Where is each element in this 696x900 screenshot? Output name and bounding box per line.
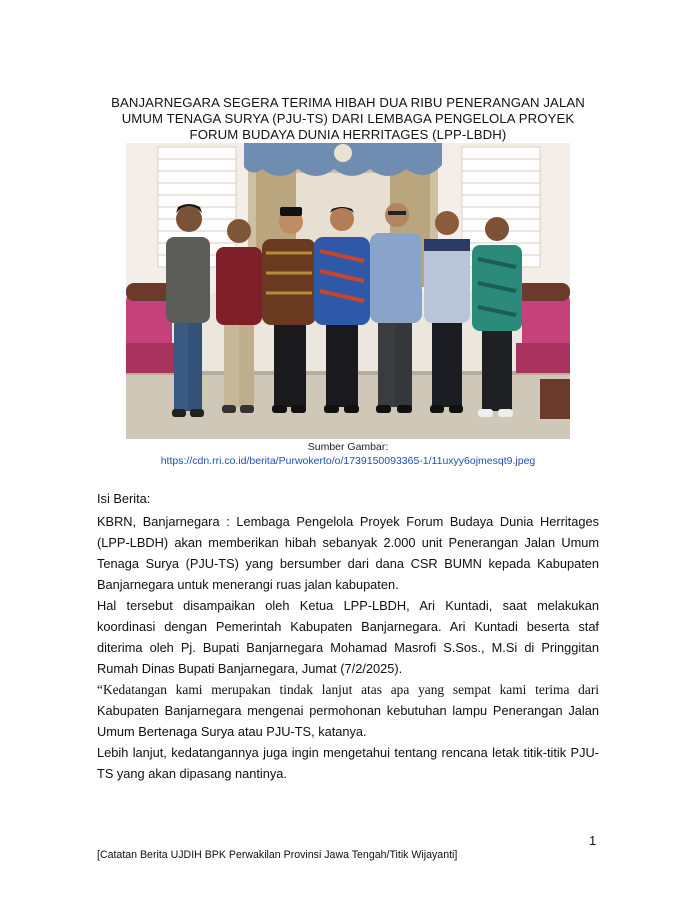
paragraph-3 xyxy=(97,679,599,742)
caption-label: Sumber Gambar: xyxy=(307,441,389,453)
paragraph-1: KBRN, Banjarnegara : Lembaga Pengelola Proyek Forum Budaya Dunia Herritages (LPP-LBDH) akan memberikan hibah sebanyak 2.000 unit Penerangan Jalan Umum Tenaga Surya (PJU-TS) yang bersumber dari dana CSR BUMN kepada Kabupaten Banjarnegara untuk menerangi ruas jalan kabupaten. xyxy=(97,514,599,592)
section-label: Isi Berita: xyxy=(97,491,151,506)
document-title xyxy=(88,95,608,143)
paragraph-4: Lebih lanjut, kedatangannya juga ingin mengetahui tentang rencana letak titik-titik PJU-TS yang akan dipasang nantinya. xyxy=(97,745,599,781)
group-photo-illustration xyxy=(126,143,570,439)
article-body xyxy=(97,488,599,784)
quote-opening: “Kedatangan kami merupakan tindak lanjut atas apa yang sempat kami terima dari xyxy=(97,682,599,697)
title-line-1: BANJARNEGARA SEGERA TERIMA HIBAH DUA RIBU PENERANGAN JALAN xyxy=(111,95,585,110)
caption-source-link[interactable]: https://cdn.rri.co.id/berita/Purwokerto/o/1739150093365-1/11uxyy6ojmesqt9.jpeg xyxy=(160,455,536,467)
page-number: 1 xyxy=(589,833,597,848)
title-line-2: UMUM TENAGA SURYA (PJU-TS) DARI LEMBAGA PENGELOLA PROYEK xyxy=(121,111,575,126)
news-photo xyxy=(126,143,570,439)
page-footer: [Catatan Berita UJDIH BPK Perwakilan Provinsi Jawa Tengah/Titik Wijayanti] xyxy=(97,849,458,861)
paragraph-2: Hal tersebut disampaikan oleh Ketua LPP-LBDH, Ari Kuntadi, saat melakukan koordinasi dengan Pemerintah Kabupaten Banjarnegara. Ari Kuntadi beserta staf diterima oleh Pj. Bupati Banjarnegara Mohamad Masrofi S.Sos., M.Si di Pringgitan Rumah Dinas Bupati Banjarnegara, Jumat (7/2/2025). xyxy=(97,598,599,676)
image-caption xyxy=(126,440,570,468)
quote-rest: Kabupaten Banjarnegara mengenai permohonan kebutuhan lampu Penerangan Jalan Umum Bertenaga Surya atau PJU-TS, katanya. xyxy=(97,703,599,739)
title-line-3: FORUM BUDAYA DUNIA HERRITAGES (LPP-LBDH) xyxy=(189,127,507,142)
